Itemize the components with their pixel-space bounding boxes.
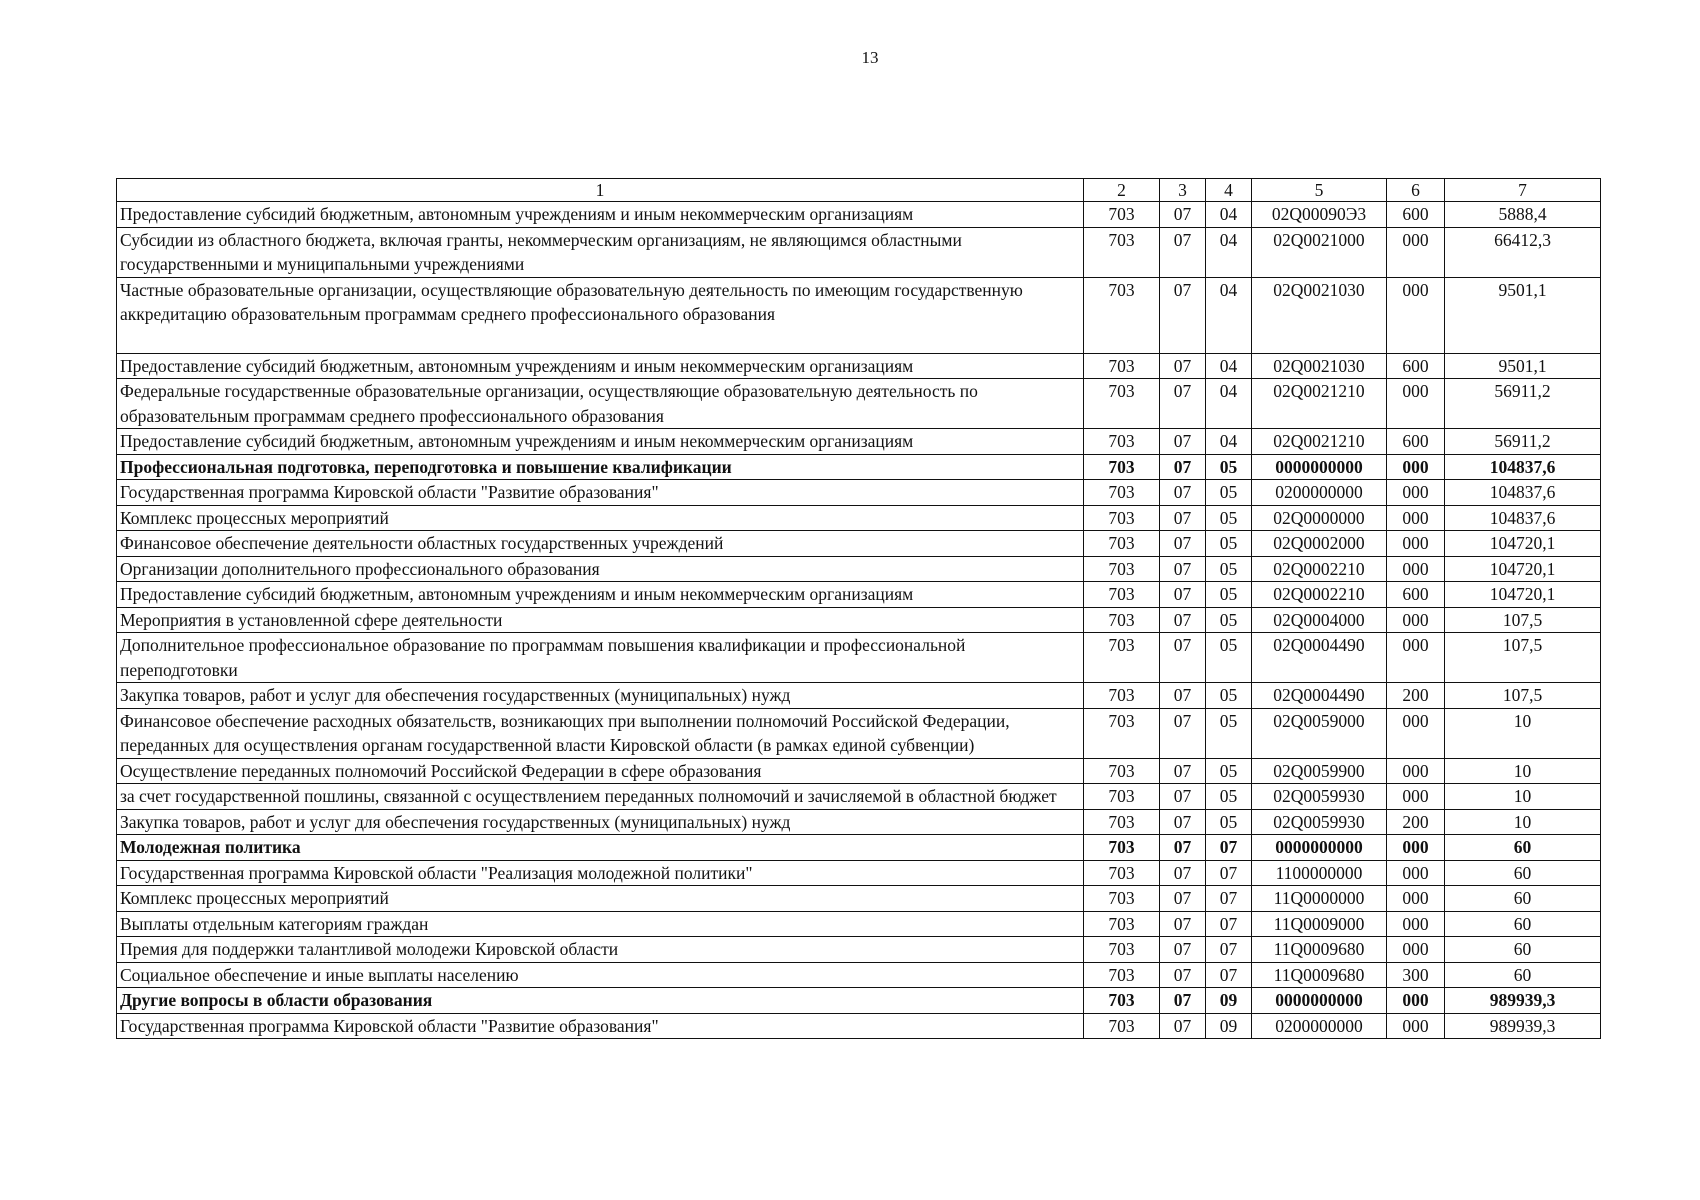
- row-type-cell: 000: [1387, 937, 1445, 963]
- row-type-cell: 300: [1387, 962, 1445, 988]
- row-code-cell: 703: [1084, 937, 1160, 963]
- row-code-cell: 703: [1084, 556, 1160, 582]
- row-type-cell: 000: [1387, 607, 1445, 633]
- row-code-cell: 703: [1084, 379, 1160, 429]
- row-name-cell: Предоставление субсидий бюджетным, автономным учреждениям и иным некоммерческим организациям: [117, 582, 1084, 608]
- row-type-cell: 000: [1387, 277, 1445, 353]
- row-type-cell: 000: [1387, 531, 1445, 557]
- header-col-5: 5: [1252, 179, 1387, 202]
- row-section-cell: 07: [1160, 633, 1206, 683]
- row-code-cell: 703: [1084, 809, 1160, 835]
- row-type-cell: 000: [1387, 988, 1445, 1014]
- row-subsection-cell: 05: [1206, 505, 1252, 531]
- row-name-cell: Государственная программа Кировской области "Развитие образования": [117, 1013, 1084, 1039]
- row-target-cell: 02Q0000000: [1252, 505, 1387, 531]
- row-code-cell: 703: [1084, 860, 1160, 886]
- row-section-cell: 07: [1160, 227, 1206, 277]
- row-target-cell: 11Q0009000: [1252, 911, 1387, 937]
- row-type-cell: 000: [1387, 835, 1445, 861]
- row-subsection-cell: 07: [1206, 937, 1252, 963]
- row-subsection-cell: 05: [1206, 809, 1252, 835]
- row-code-cell: 703: [1084, 454, 1160, 480]
- row-name-cell: Осуществление переданных полномочий Российской Федерации в сфере образования: [117, 758, 1084, 784]
- row-target-cell: 02Q0004490: [1252, 683, 1387, 709]
- header-col-3: 3: [1160, 179, 1206, 202]
- table-row: [117, 886, 1601, 912]
- table-row: [117, 683, 1601, 709]
- table-body: [117, 202, 1601, 1039]
- row-target-cell: 02Q0059930: [1252, 784, 1387, 810]
- row-target-cell: 02Q00090Э3: [1252, 202, 1387, 228]
- row-subsection-cell: 04: [1206, 429, 1252, 455]
- table-row: [117, 531, 1601, 557]
- row-name-cell: Комплекс процессных мероприятий: [117, 886, 1084, 912]
- row-section-cell: 07: [1160, 708, 1206, 758]
- row-type-cell: 000: [1387, 556, 1445, 582]
- row-section-cell: 07: [1160, 480, 1206, 506]
- row-amount-cell: 104837,6: [1445, 480, 1601, 506]
- row-amount-cell: 989939,3: [1445, 1013, 1601, 1039]
- row-code-cell: 703: [1084, 480, 1160, 506]
- row-subsection-cell: 05: [1206, 633, 1252, 683]
- row-amount-cell: 104837,6: [1445, 505, 1601, 531]
- row-amount-cell: 60: [1445, 835, 1601, 861]
- table-row: [117, 480, 1601, 506]
- row-section-cell: 07: [1160, 860, 1206, 886]
- row-subsection-cell: 05: [1206, 607, 1252, 633]
- row-type-cell: 000: [1387, 784, 1445, 810]
- row-section-cell: 07: [1160, 353, 1206, 379]
- header-col-1: 1: [117, 179, 1084, 202]
- row-subsection-cell: 05: [1206, 708, 1252, 758]
- header-col-2: 2: [1084, 179, 1160, 202]
- row-type-cell: 600: [1387, 582, 1445, 608]
- row-name-cell: Закупка товаров, работ и услуг для обеспечения государственных (муниципальных) нужд: [117, 683, 1084, 709]
- row-code-cell: 703: [1084, 202, 1160, 228]
- row-amount-cell: 104720,1: [1445, 556, 1601, 582]
- row-type-cell: 600: [1387, 429, 1445, 455]
- row-amount-cell: 60: [1445, 911, 1601, 937]
- row-name-cell: Государственная программа Кировской области "Развитие образования": [117, 480, 1084, 506]
- row-subsection-cell: 04: [1206, 227, 1252, 277]
- table-row: [117, 708, 1601, 758]
- row-subsection-cell: 05: [1206, 784, 1252, 810]
- row-section-cell: 07: [1160, 202, 1206, 228]
- row-target-cell: 02Q0059930: [1252, 809, 1387, 835]
- row-section-cell: 07: [1160, 835, 1206, 861]
- row-target-cell: 0000000000: [1252, 835, 1387, 861]
- row-name-cell: Предоставление субсидий бюджетным, автономным учреждениям и иным некоммерческим организациям: [117, 353, 1084, 379]
- table-row: [117, 988, 1601, 1014]
- row-type-cell: 000: [1387, 758, 1445, 784]
- row-name-cell: Финансовое обеспечение деятельности областных государственных учреждений: [117, 531, 1084, 557]
- row-section-cell: 07: [1160, 758, 1206, 784]
- table-row: [117, 505, 1601, 531]
- row-target-cell: 11Q0009680: [1252, 962, 1387, 988]
- row-target-cell: 0200000000: [1252, 1013, 1387, 1039]
- row-type-cell: 000: [1387, 708, 1445, 758]
- row-code-cell: 703: [1084, 835, 1160, 861]
- row-target-cell: 02Q0021210: [1252, 429, 1387, 455]
- row-amount-cell: 9501,1: [1445, 277, 1601, 353]
- row-name-cell: Комплекс процессных мероприятий: [117, 505, 1084, 531]
- table-row: [117, 202, 1601, 228]
- row-code-cell: 703: [1084, 429, 1160, 455]
- row-amount-cell: 107,5: [1445, 633, 1601, 683]
- row-name-cell: Федеральные государственные образовательные организации, осуществляющие образовательную деятельность по образовательным программам среднего профессионального образования: [117, 379, 1084, 429]
- row-amount-cell: 10: [1445, 708, 1601, 758]
- row-code-cell: 703: [1084, 886, 1160, 912]
- row-target-cell: 02Q0004000: [1252, 607, 1387, 633]
- row-type-cell: 200: [1387, 809, 1445, 835]
- row-code-cell: 703: [1084, 988, 1160, 1014]
- row-target-cell: 02Q0059000: [1252, 708, 1387, 758]
- table-row: [117, 353, 1601, 379]
- row-code-cell: 703: [1084, 784, 1160, 810]
- row-subsection-cell: 05: [1206, 758, 1252, 784]
- row-section-cell: 07: [1160, 607, 1206, 633]
- row-target-cell: 02Q0021210: [1252, 379, 1387, 429]
- row-subsection-cell: 05: [1206, 531, 1252, 557]
- row-section-cell: 07: [1160, 937, 1206, 963]
- row-subsection-cell: 04: [1206, 353, 1252, 379]
- row-code-cell: 703: [1084, 1013, 1160, 1039]
- row-target-cell: 1100000000: [1252, 860, 1387, 886]
- table-row: [117, 607, 1601, 633]
- row-subsection-cell: 09: [1206, 988, 1252, 1014]
- row-amount-cell: 5888,4: [1445, 202, 1601, 228]
- row-section-cell: 07: [1160, 531, 1206, 557]
- row-code-cell: 703: [1084, 353, 1160, 379]
- row-name-cell: Профессиональная подготовка, переподготовка и повышение квалификации: [117, 454, 1084, 480]
- row-subsection-cell: 09: [1206, 1013, 1252, 1039]
- row-name-cell: Выплаты отдельным категориям граждан: [117, 911, 1084, 937]
- table-row: [117, 860, 1601, 886]
- row-type-cell: 000: [1387, 454, 1445, 480]
- row-name-cell: Закупка товаров, работ и услуг для обеспечения государственных (муниципальных) нужд: [117, 809, 1084, 835]
- row-amount-cell: 10: [1445, 784, 1601, 810]
- row-subsection-cell: 05: [1206, 480, 1252, 506]
- row-name-cell: Организации дополнительного профессионального образования: [117, 556, 1084, 582]
- row-code-cell: 703: [1084, 708, 1160, 758]
- row-section-cell: 07: [1160, 454, 1206, 480]
- row-subsection-cell: 04: [1206, 277, 1252, 353]
- row-code-cell: 703: [1084, 911, 1160, 937]
- row-amount-cell: 60: [1445, 886, 1601, 912]
- row-target-cell: 02Q0002210: [1252, 556, 1387, 582]
- row-amount-cell: 9501,1: [1445, 353, 1601, 379]
- row-name-cell: Частные образовательные организации, осуществляющие образовательную деятельность по имеющим государственную аккредитацию образовательным программам среднего профессионального образования: [117, 277, 1084, 353]
- row-amount-cell: 56911,2: [1445, 429, 1601, 455]
- row-type-cell: 000: [1387, 860, 1445, 886]
- row-name-cell: Социальное обеспечение и иные выплаты населению: [117, 962, 1084, 988]
- table-row: [117, 379, 1601, 429]
- row-code-cell: 703: [1084, 531, 1160, 557]
- row-subsection-cell: 04: [1206, 202, 1252, 228]
- row-subsection-cell: 07: [1206, 962, 1252, 988]
- table-row: [117, 911, 1601, 937]
- table-row: [117, 556, 1601, 582]
- row-type-cell: 600: [1387, 353, 1445, 379]
- row-section-cell: 07: [1160, 886, 1206, 912]
- row-name-cell: Государственная программа Кировской области "Реализация молодежной политики": [117, 860, 1084, 886]
- row-amount-cell: 104837,6: [1445, 454, 1601, 480]
- row-section-cell: 07: [1160, 582, 1206, 608]
- row-type-cell: 200: [1387, 683, 1445, 709]
- row-target-cell: 02Q0021030: [1252, 277, 1387, 353]
- row-type-cell: 000: [1387, 886, 1445, 912]
- row-name-cell: Субсидии из областного бюджета, включая гранты, некоммерческим организациям, не являющимся областными государственными и муниципальными учреждениями: [117, 227, 1084, 277]
- row-target-cell: 02Q0002210: [1252, 582, 1387, 608]
- row-name-cell: Дополнительное профессиональное образование по программам повышения квалификации и профессиональной переподготовки: [117, 633, 1084, 683]
- row-amount-cell: 989939,3: [1445, 988, 1601, 1014]
- row-target-cell: 0200000000: [1252, 480, 1387, 506]
- row-subsection-cell: 07: [1206, 886, 1252, 912]
- row-section-cell: 07: [1160, 911, 1206, 937]
- row-subsection-cell: 05: [1206, 683, 1252, 709]
- row-target-cell: 02Q0021030: [1252, 353, 1387, 379]
- row-section-cell: 07: [1160, 379, 1206, 429]
- table-row: [117, 937, 1601, 963]
- row-subsection-cell: 05: [1206, 454, 1252, 480]
- row-subsection-cell: 05: [1206, 556, 1252, 582]
- row-type-cell: 000: [1387, 1013, 1445, 1039]
- row-amount-cell: 60: [1445, 962, 1601, 988]
- row-subsection-cell: 07: [1206, 911, 1252, 937]
- table-row: [117, 454, 1601, 480]
- header-col-6: 6: [1387, 179, 1445, 202]
- row-code-cell: 703: [1084, 683, 1160, 709]
- table-row: [117, 633, 1601, 683]
- row-code-cell: 703: [1084, 607, 1160, 633]
- row-code-cell: 703: [1084, 758, 1160, 784]
- row-name-cell: Мероприятия в установленной сфере деятельности: [117, 607, 1084, 633]
- row-target-cell: 02Q0004490: [1252, 633, 1387, 683]
- table-row: [117, 429, 1601, 455]
- table-row: [117, 277, 1601, 353]
- row-section-cell: 07: [1160, 277, 1206, 353]
- table-row: [117, 758, 1601, 784]
- row-target-cell: 0000000000: [1252, 454, 1387, 480]
- row-amount-cell: 60: [1445, 937, 1601, 963]
- row-amount-cell: 104720,1: [1445, 531, 1601, 557]
- row-name-cell: Предоставление субсидий бюджетным, автономным учреждениям и иным некоммерческим организациям: [117, 202, 1084, 228]
- row-code-cell: 703: [1084, 962, 1160, 988]
- row-subsection-cell: 04: [1206, 379, 1252, 429]
- row-type-cell: 000: [1387, 633, 1445, 683]
- row-name-cell: Премия для поддержки талантливой молодежи Кировской области: [117, 937, 1084, 963]
- row-type-cell: 000: [1387, 911, 1445, 937]
- row-subsection-cell: 05: [1206, 582, 1252, 608]
- header-row: [117, 179, 1601, 202]
- row-section-cell: 07: [1160, 556, 1206, 582]
- row-subsection-cell: 07: [1206, 835, 1252, 861]
- row-target-cell: 11Q0009680: [1252, 937, 1387, 963]
- header-col-4: 4: [1206, 179, 1252, 202]
- row-name-cell: Предоставление субсидий бюджетным, автономным учреждениям и иным некоммерческим организациям: [117, 429, 1084, 455]
- row-amount-cell: 56911,2: [1445, 379, 1601, 429]
- row-section-cell: 07: [1160, 1013, 1206, 1039]
- row-name-cell: Другие вопросы в области образования: [117, 988, 1084, 1014]
- row-type-cell: 000: [1387, 379, 1445, 429]
- row-target-cell: 11Q0000000: [1252, 886, 1387, 912]
- row-code-cell: 703: [1084, 227, 1160, 277]
- row-amount-cell: 10: [1445, 809, 1601, 835]
- row-section-cell: 07: [1160, 683, 1206, 709]
- row-name-cell: за счет государственной пошлины, связанной с осуществлением переданных полномочий и зачисляемой в областной бюджет: [117, 784, 1084, 810]
- row-section-cell: 07: [1160, 784, 1206, 810]
- table-row: [117, 809, 1601, 835]
- row-type-cell: 000: [1387, 480, 1445, 506]
- row-target-cell: 02Q0002000: [1252, 531, 1387, 557]
- row-type-cell: 600: [1387, 202, 1445, 228]
- row-section-cell: 07: [1160, 429, 1206, 455]
- row-name-cell: Финансовое обеспечение расходных обязательств, возникающих при выполнении полномочий Российской Федерации, переданных для осуществления органам государственной власти Кировской области (в рамках единой субвенции): [117, 708, 1084, 758]
- header-col-7: 7: [1445, 179, 1601, 202]
- row-section-cell: 07: [1160, 988, 1206, 1014]
- row-amount-cell: 107,5: [1445, 683, 1601, 709]
- row-subsection-cell: 07: [1206, 860, 1252, 886]
- row-code-cell: 703: [1084, 582, 1160, 608]
- table-row: [117, 835, 1601, 861]
- row-type-cell: 000: [1387, 227, 1445, 277]
- table-row: [117, 582, 1601, 608]
- row-amount-cell: 104720,1: [1445, 582, 1601, 608]
- row-section-cell: 07: [1160, 962, 1206, 988]
- row-code-cell: 703: [1084, 277, 1160, 353]
- table-row: [117, 227, 1601, 277]
- row-section-cell: 07: [1160, 809, 1206, 835]
- row-target-cell: 02Q0021000: [1252, 227, 1387, 277]
- row-amount-cell: 107,5: [1445, 607, 1601, 633]
- row-target-cell: 02Q0059900: [1252, 758, 1387, 784]
- row-name-cell: Молодежная политика: [117, 835, 1084, 861]
- table-row: [117, 784, 1601, 810]
- row-amount-cell: 66412,3: [1445, 227, 1601, 277]
- table-row: [117, 962, 1601, 988]
- row-target-cell: 0000000000: [1252, 988, 1387, 1014]
- table-row: [117, 1013, 1601, 1039]
- row-section-cell: 07: [1160, 505, 1206, 531]
- row-amount-cell: 60: [1445, 860, 1601, 886]
- row-type-cell: 000: [1387, 505, 1445, 531]
- page-number: 13: [861, 48, 879, 67]
- row-code-cell: 703: [1084, 505, 1160, 531]
- row-amount-cell: 10: [1445, 758, 1601, 784]
- row-code-cell: 703: [1084, 633, 1160, 683]
- budget-table: [116, 178, 1601, 1039]
